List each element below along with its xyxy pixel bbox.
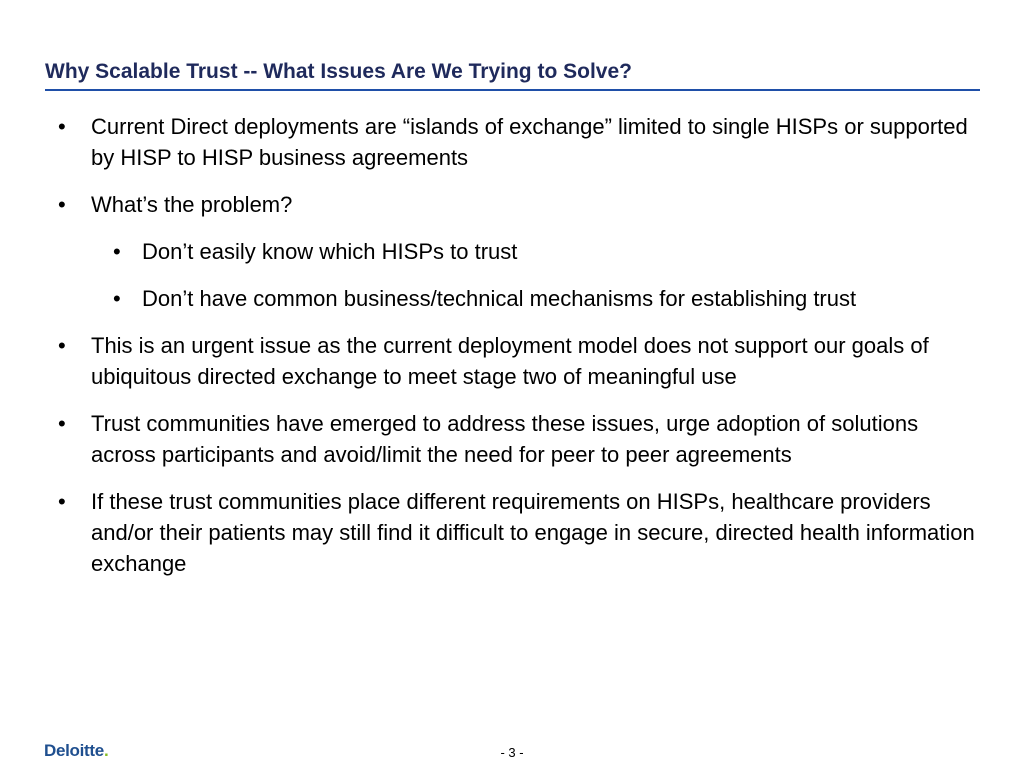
- bullet-item: [0, 408, 1024, 470]
- bullet-text: Don’t have common business/technical mechanisms for establishing trust: [142, 286, 857, 311]
- bullet-marker: •: [58, 333, 66, 358]
- bullet-item: [0, 189, 1024, 220]
- bullet-text: This is an urgent issue as the current deployment model does not support our goals of ubiquitous directed exchange to meet stage two of meaningful use: [91, 333, 929, 389]
- title-divider: [45, 89, 980, 91]
- logo-green-dot: .: [103, 741, 109, 760]
- bullet-text: Trust communities have emerged to address these issues, urge adoption of solutions across participants and avoid/limit the need for peer to peer agreements: [91, 411, 919, 467]
- bullet-text: If these trust communities place different requirements on HISPs, healthcare providers and/or their patients may still find it difficult to engage in secure, directed health information exchange: [91, 489, 975, 576]
- bullet-text: What’s the problem?: [91, 192, 293, 217]
- bullet-marker: •: [58, 192, 66, 217]
- bullet-marker: •: [113, 239, 121, 264]
- sub-bullet-item: [0, 236, 1024, 267]
- bullet-text: Don’t easily know which HISPs to trust: [142, 239, 518, 264]
- logo-text: Deloitte: [44, 741, 104, 760]
- bullet-marker: •: [113, 286, 121, 311]
- bullet-item: [0, 111, 1024, 173]
- bullet-item: [0, 330, 1024, 392]
- bullet-item: [0, 486, 1024, 579]
- bullet-marker: •: [58, 411, 66, 436]
- page-number: - 3 -: [500, 745, 524, 760]
- bullet-list: [0, 111, 1024, 579]
- sub-bullet-item: [0, 283, 1024, 314]
- bullet-marker: •: [58, 114, 66, 139]
- bullet-marker: •: [58, 489, 66, 514]
- slide-title: Why Scalable Trust -- What Issues Are We Trying to Solve?: [45, 60, 632, 83]
- bullet-text: Current Direct deployments are “islands of exchange” limited to single HISPs or supported by HISP to HISP business agreements: [91, 114, 968, 170]
